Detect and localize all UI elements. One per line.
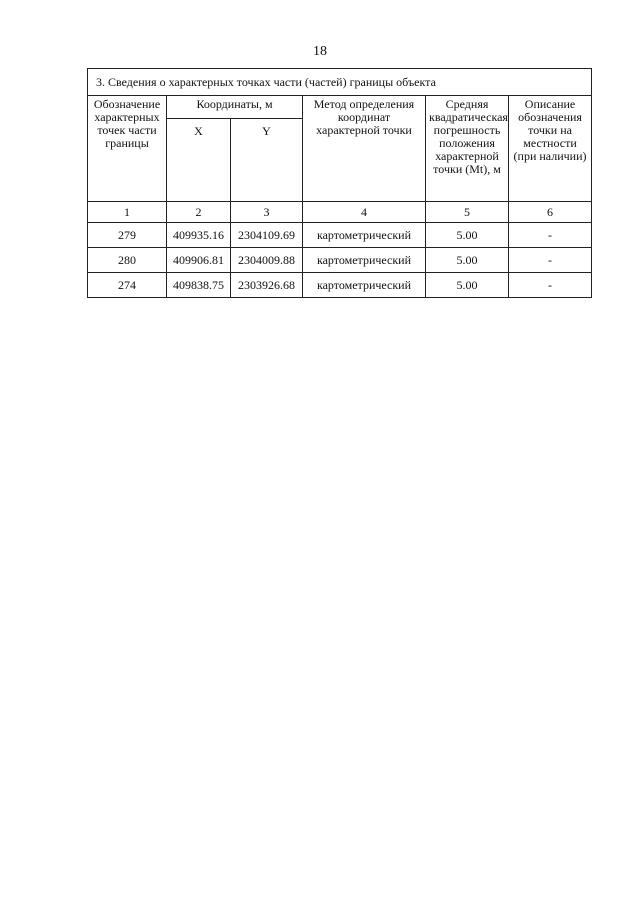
description: - xyxy=(509,248,592,273)
point-designation: 279 xyxy=(88,223,167,248)
coordinate-x: 409906.81 xyxy=(167,248,231,273)
error: 5.00 xyxy=(426,273,509,298)
method: картометрический xyxy=(303,248,426,273)
error: 5.00 xyxy=(426,248,509,273)
coordinate-y: 2303926.68 xyxy=(231,273,303,298)
table-row xyxy=(88,248,592,273)
column-number-1: 1 xyxy=(88,202,167,223)
method: картометрический xyxy=(303,223,426,248)
column-number-5: 5 xyxy=(426,202,509,223)
header-y: Y xyxy=(231,119,303,202)
table-row xyxy=(88,273,592,298)
coordinate-x: 409838.75 xyxy=(167,273,231,298)
method: картометрический xyxy=(303,273,426,298)
error: 5.00 xyxy=(426,223,509,248)
column-number-3: 3 xyxy=(231,202,303,223)
coordinate-y: 2304009.88 xyxy=(231,248,303,273)
header-designation: Обозначение характерных точек части границы xyxy=(88,96,167,202)
header-error: Средняя квадратическая погрешность положения характерной точки (Mt), м xyxy=(426,96,509,202)
table-row xyxy=(88,223,592,248)
column-number-2: 2 xyxy=(167,202,231,223)
point-designation: 280 xyxy=(88,248,167,273)
column-number-6: 6 xyxy=(509,202,592,223)
page-number: 18 xyxy=(313,44,327,59)
boundary-points-table xyxy=(87,68,592,298)
coordinate-y: 2304109.69 xyxy=(231,223,303,248)
header-coordinates: Координаты, м xyxy=(167,96,303,119)
description: - xyxy=(509,273,592,298)
coordinate-x: 409935.16 xyxy=(167,223,231,248)
section-title: 3. Сведения о характерных точках части (частей) границы объекта xyxy=(88,69,592,96)
column-number-4: 4 xyxy=(303,202,426,223)
header-method: Метод определения координат характерной точки xyxy=(303,96,426,202)
point-designation: 274 xyxy=(88,273,167,298)
header-description: Описание обозначения точки на местности (при наличии) xyxy=(509,96,592,202)
header-x: X xyxy=(167,119,231,202)
description: - xyxy=(509,223,592,248)
